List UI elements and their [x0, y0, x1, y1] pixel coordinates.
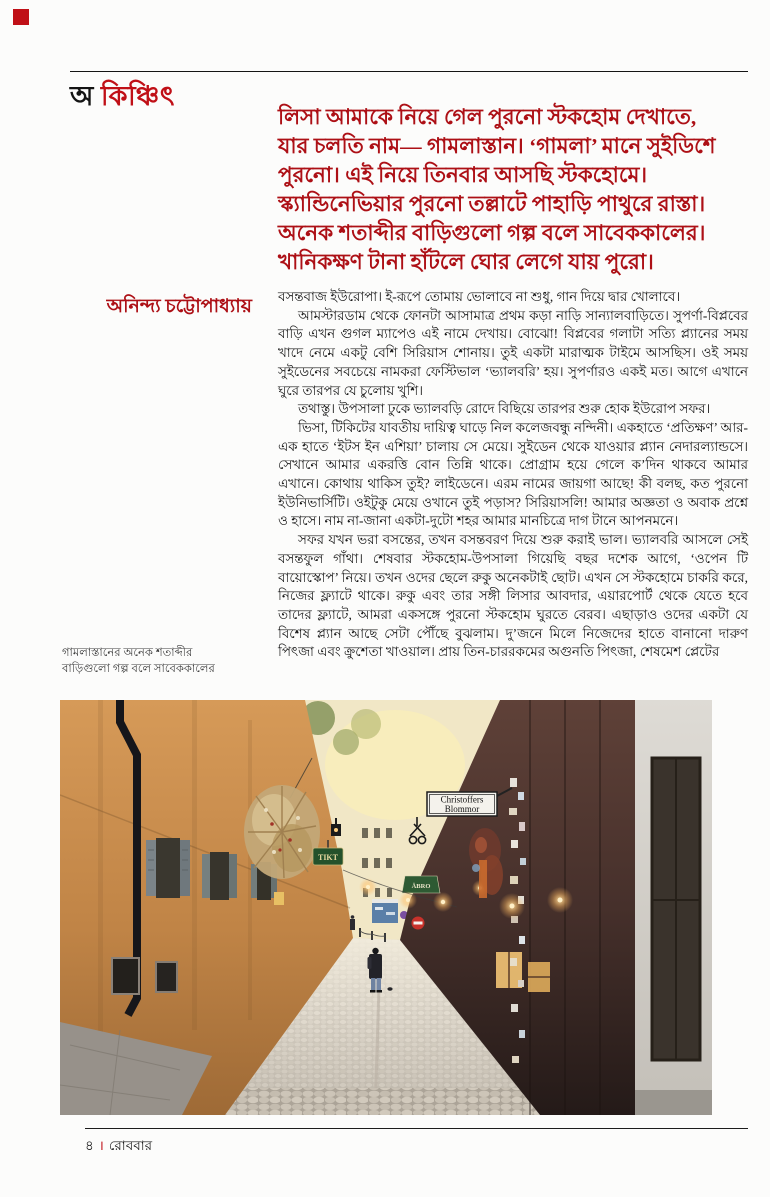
distant-pedestrian — [350, 915, 355, 930]
no-entry-sign-icon — [412, 917, 425, 930]
standfirst — [278, 103, 750, 277]
standfirst-line: লিসা আমাকে নিয়ে গেল পুরনো স্টকহোম দেখাতে, — [278, 105, 697, 129]
standfirst-line: যার চলতি নাম— গামলাস্তান। ‘গামলা’ মানে সুইডিশে — [278, 134, 716, 158]
svg-text:TIKT: TIKT — [317, 853, 339, 862]
magazine-name: রোববার — [108, 1138, 153, 1153]
article-paragraph: বসন্তবাজ ইউরোপা। ই-রূপে তোমায় ভোলাবে না শুধু, গান দিয়ে দ্বার খোলাবে। — [278, 289, 681, 304]
shuttered-window — [146, 838, 190, 898]
svg-text:Christoffers: Christoffers — [440, 794, 484, 805]
page-number: ৪ — [85, 1138, 94, 1153]
pigeon — [387, 987, 392, 990]
footer-separator: । — [98, 1138, 104, 1153]
page-footer — [85, 1135, 152, 1158]
caption-line: গামলাস্তানের অনেক শতাব্দীর — [62, 647, 193, 659]
brand-red-square — [13, 9, 29, 25]
standfirst-line: স্ক্যান্ডিনেভিয়ার পুরনো তল্লাটে পাহাড়ি পাথুরে রাস্তা। — [278, 192, 706, 216]
far-right-grey-wall — [635, 700, 712, 1115]
photo-caption — [62, 645, 262, 677]
author-byline: অনিন্দ্য চট্টোপাধ্যায় — [106, 296, 252, 317]
standfirst-line: অনেক শতাব্দীর বাড়িগুলো গল্প বলে সাবেককালের। — [278, 221, 706, 245]
article-body — [278, 288, 748, 662]
standfirst-line: পুরনো। এই নিয়ে তিনবার আসছি স্টকহোমে। — [278, 163, 648, 187]
street-photo-gamla-stan — [60, 700, 712, 1115]
blue-storefront — [372, 899, 398, 923]
standfirst-line: খানিকক্ষণ টানা হাঁটলে ঘোর লেগে যায় পুরো। — [278, 250, 654, 274]
section-prefix: অ — [70, 81, 94, 111]
footer-rule — [85, 1128, 748, 1129]
article-paragraph: আমস্টারডাম থেকে ফোনটা আসামাত্র প্রথম কড়া নাড়ি সান্যালবাড়িতে। সুপর্ণা-বিপ্লবের বাড়ি এখন গুগল ম্যাপেও এই নামে দেখায়। বোঝো! বিপ্লবের গলাটা সত্যি প্ল্যানের সময় খাদে নেমে একটু বেশি সিরিয়াস শোনায়। তুই একটা মারাত্মক টাইমে আসছিস। ওই সময় সুইডেনের সবচেয়ে নামকরা ফেস্টিভাল ‘ভ্যালবরি’ হয়। সুপর্ণারও একই মত। আগে এখানে ঘুরে তারপর যে চুলোয় খুশি। — [278, 307, 748, 398]
shuttered-window — [202, 852, 237, 900]
section-masthead — [70, 76, 175, 121]
article-paragraph: সফর যখন ভরা বসন্তের, তখন বসন্তবরণ দিয়ে শুরু করাই ভাল। ভ্যালবরি আসলে সেই বসন্তফুল গাঁথা। শেষবার স্টকহোম-উপসালা গিয়েছি বছর দশেক আগে, ‘ওপেন টি বায়োস্কোপ’ নিয়ে। তখন ওদের ছেলে রুকু অনেকটাই ছোট। এখন সে স্টকহোমে চাকরি করে, নিজের ফ্ল্যাটে থাকে। রুকু এবং তার সঙ্গী লিসার আবদার, এয়ারপোর্ট থেকে যেতে হবে তাদের ফ্ল্যাটে, আমরা একসঙ্গে পুরনো স্টকহোম ঘুরতে বেরব। এছাড়াও ওদের একটা যে বিশেষ প্ল্যান আছে সেটা পৌঁছে বুঝলাম। দু’জনে মিলে নিজেদের হাতে বানানো দারুণ পিৎজা এবং ক্রুশেতা খাওয়াল। প্রায় তিন-চাররকমের অগুনতি পিৎজা, শেষমেশ প্লেটের — [278, 532, 748, 660]
svg-text:Blommor: Blommor — [444, 804, 480, 814]
section-title: কিঞ্চিৎ — [100, 81, 175, 111]
lit-window — [274, 892, 284, 905]
article-paragraph: ভিসা, টিকিটের যাবতীয় দায়িত্ব ঘাড়ে নিল কলেজবন্ধু নন্দিনী। একহাতে ‘প্রতিক্ষণ’ আর-এক হাতে ‘ইটস ইন এশিয়া’ চালায় সে মেয়ে। সুইডেন থেকে যাওয়ার প্ল্যান নেদারল্যান্ডসে। সেখানে আমার একরত্তি বোন তিন্নি থাকে। প্রোগ্রাম হয়ে গেলে ক’দিন থাকবে আমার এখানে। কোথায় থাকিস তুই? লাইডেনে। এরম নামের জায়গা আছে! কী বলছ, কত পুরনো ইউনিভার্সিটি। ওইটুকু মেয়ে ওখানে তুই পড়াস? সিরিয়াসলি! আমার অজ্ঞতা ও অবাক প্রশ্নে ও হাসে। নাম না-জানা একটা-দুটো শহর আমার মানচিত্রে দাগ টানে আপনমনে। — [278, 419, 748, 529]
header-rule — [70, 71, 748, 72]
article-paragraph: তথাস্তু। উপসালা ঢুকে ভ্যালবড়ি রোদে বিছিয়ে তারপর শুরু হোক ইউরোপ সফর। — [298, 401, 711, 417]
svg-text:ÅBRO: ÅBRO — [411, 883, 431, 890]
abro-awning — [402, 876, 440, 893]
caption-line: বাড়িগুলো গল্প বলে সাবেককালের — [62, 663, 215, 675]
